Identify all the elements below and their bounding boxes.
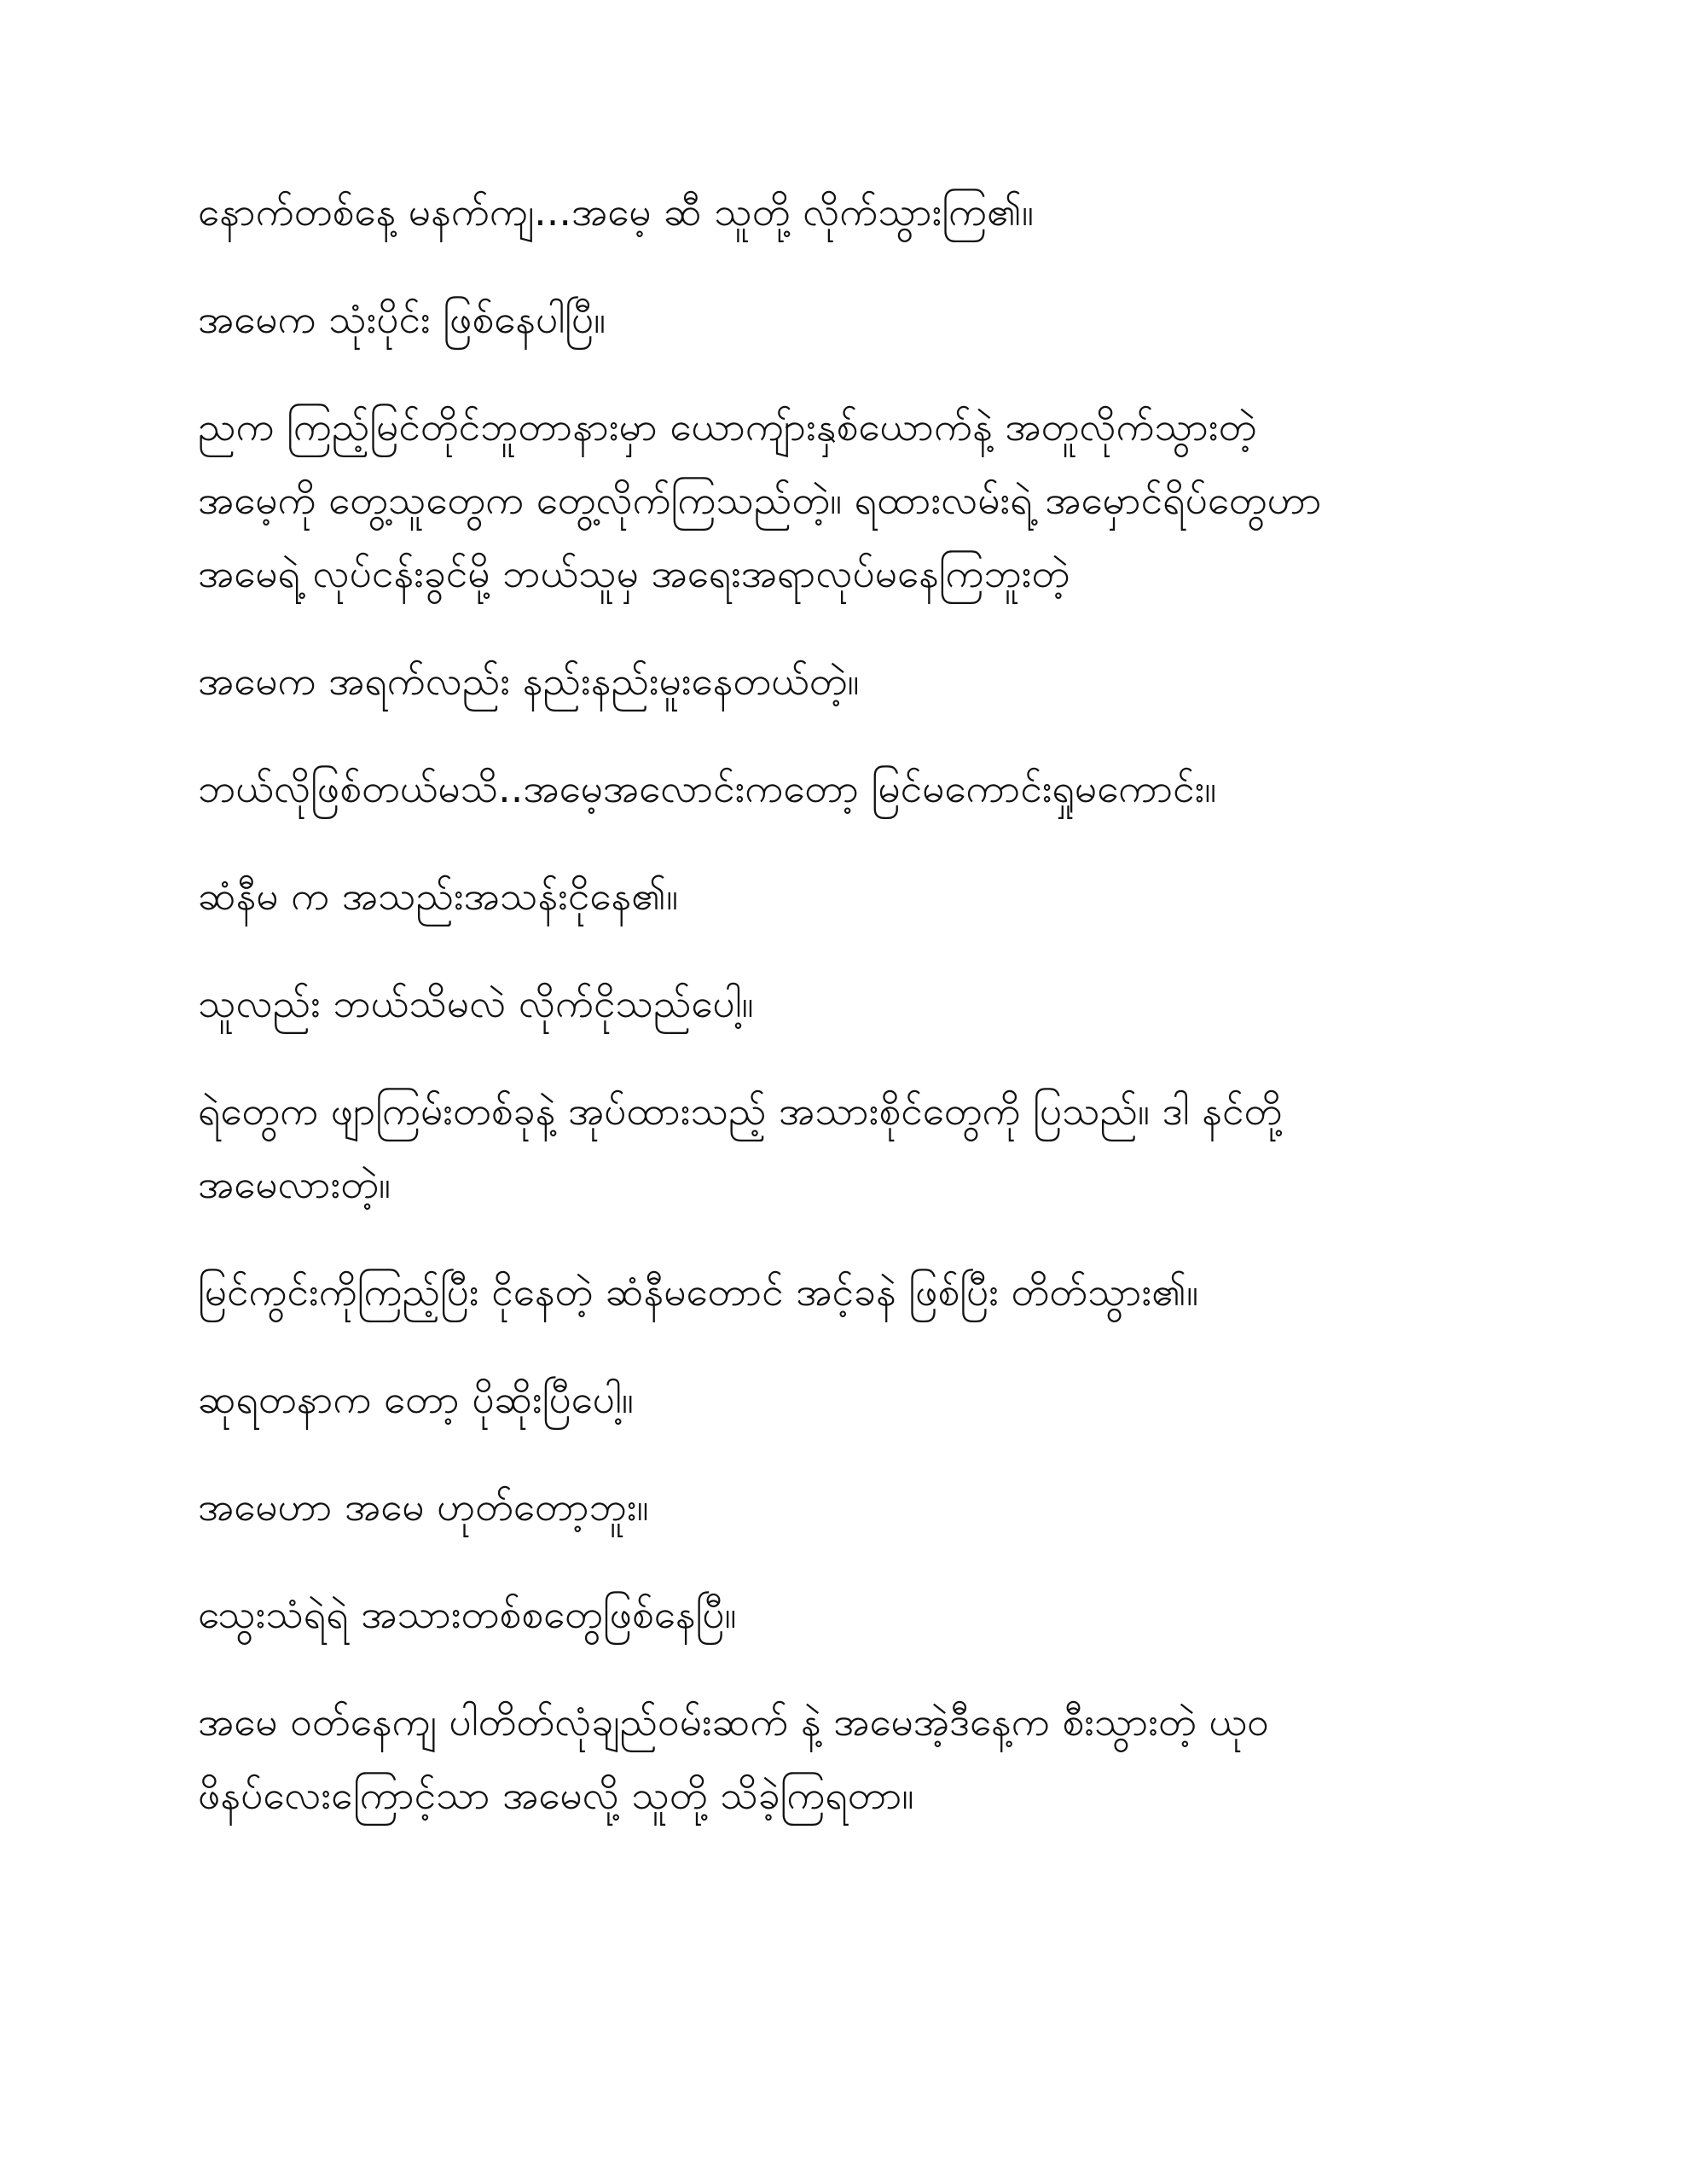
text-line: အမေလားတဲ့။	[198, 1161, 391, 1207]
text-line: အမေဟာ အမေ ဟုတ်တော့ဘူး။	[198, 1484, 649, 1530]
text-line: အမေ့ကို တွေ့သူတွေက တွေ့လိုက်ကြသည်တဲ့။ ရထားလမ်းရဲ့ အမှောင်ရိပ်တွေဟာ	[198, 477, 1322, 523]
paragraph-13	[198, 1685, 1528, 1832]
paragraph-2	[198, 282, 1528, 356]
text-line: ဖိနပ်လေးကြောင့်သာ အမေလို့ သူတို့ သိခဲ့ကြရတာ။	[198, 1772, 914, 1818]
paragraph-8	[198, 1074, 1528, 1221]
paragraph-6	[198, 859, 1528, 932]
text-line: ဘယ်လိုဖြစ်တယ်မသိ..အမေ့အလောင်းကတော့ မြင်မကောင်းရှုမကောင်း။	[198, 765, 1217, 811]
text-line: ဆုရတနာက တော့ ပိုဆိုးပြီပေါ့။	[198, 1376, 634, 1422]
paragraph-9	[198, 1255, 1528, 1328]
paragraph-10	[198, 1362, 1528, 1436]
text-line: အမေ ဝတ်နေကျ ပါတိတ်လုံချည်ဝမ်းဆက် နဲ့ အမေအဲ့ဒီနေ့က စီးသွားတဲ့ ယုဝ	[198, 1699, 1269, 1745]
text-line: ညက ကြည့်မြင်တိုင်ဘူတာနားမှာ ယောကျ်ားနှစ်ယောက်နဲ့ အတူလိုက်သွားတဲ့	[198, 404, 1257, 450]
paragraph-4	[198, 644, 1528, 717]
text-line: အမေက အရက်လည်း နည်းနည်းမူးနေတယ်တဲ့။	[198, 658, 860, 704]
text-line: အမေက သုံးပိုင်း ဖြစ်နေပါပြီ။	[198, 296, 606, 342]
text-line: မြင်ကွင်းကိုကြည့်ပြီး ငိုနေတဲ့ ဆံနီမတောင် အင့်ခနဲ ဖြစ်ပြီး တိတ်သွား၏။	[198, 1269, 1199, 1315]
paragraph-5	[198, 752, 1528, 825]
text-line: သူလည်း ဘယ်သိမလဲ လိုက်ငိုသည်ပေါ့။	[198, 980, 754, 1026]
text-line: ဆံနီမ က အသည်းအသန်းငိုနေ၏။	[198, 873, 679, 919]
text-line: အမေရဲ့ လုပ်ငန်းခွင်မို့ ဘယ်သူမှ အရေးအရာလုပ်မနေကြဘူးတဲ့	[198, 550, 1070, 596]
text-line: ရဲတွေက ဖျာကြမ်းတစ်ခုနဲ့ အုပ်ထားသည့် အသားစိုင်တွေကို ပြသည်။ ဒါ နင်တို့	[198, 1088, 1283, 1134]
text-line: နောက်တစ်နေ့ မနက်ကျ...အမေ့ ဆီ သူတို့ လိုက်သွားကြ၏။	[198, 189, 1034, 235]
text-line: သွေးသံရဲရဲ အသားတစ်စတွေဖြစ်နေပြီ။	[198, 1591, 737, 1637]
document-body	[198, 175, 1528, 1832]
paragraph-7	[198, 967, 1528, 1040]
paragraph-1	[198, 175, 1528, 248]
paragraph-11	[198, 1470, 1528, 1543]
paragraph-3	[198, 390, 1528, 610]
paragraph-12	[198, 1577, 1528, 1651]
